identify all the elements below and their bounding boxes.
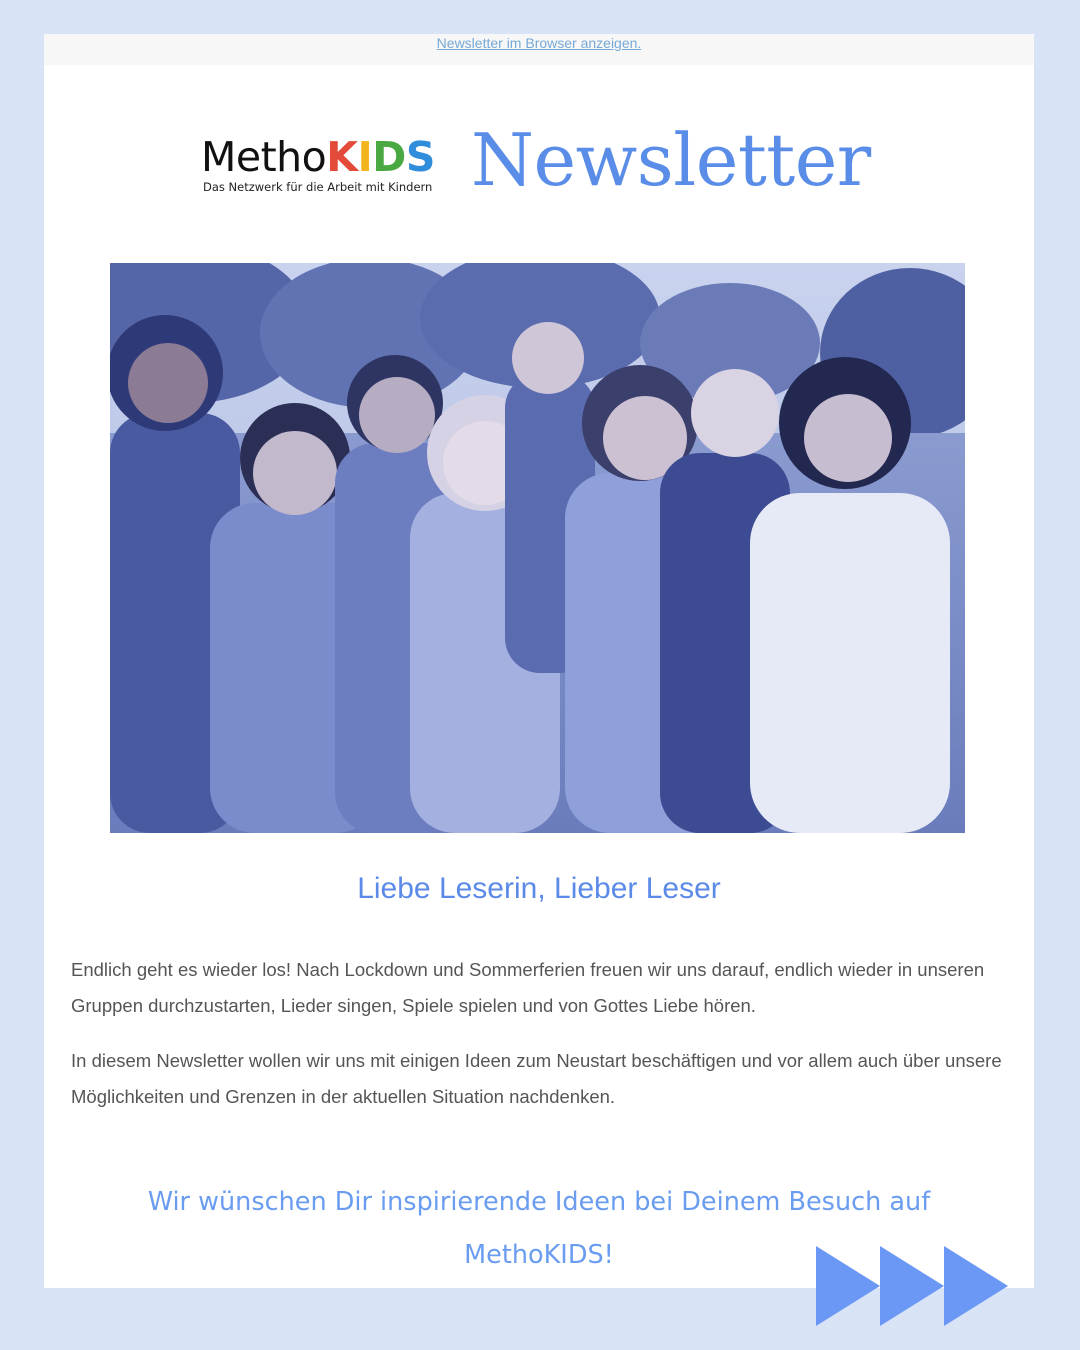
logo-kids-s: S — [405, 133, 435, 181]
logo-wordmark — [201, 132, 446, 182]
logo-kids-d: D — [372, 133, 406, 181]
logo-metho: Metho — [201, 133, 327, 181]
browser-link-bar — [44, 34, 1034, 65]
logo-kids — [326, 133, 435, 181]
newsletter-header — [44, 118, 1034, 226]
view-in-browser-link[interactable]: Newsletter im Browser anzeigen. — [436, 35, 642, 51]
newsletter-card — [44, 34, 1034, 1288]
newsletter-title: Newsletter — [471, 118, 871, 202]
triple-play-arrow-icon[interactable] — [816, 1246, 1016, 1326]
logo-kids-i: I — [357, 133, 373, 181]
greeting-heading: Liebe Leserin, Lieber Leser — [357, 872, 721, 905]
logo-kids-k: K — [326, 133, 358, 181]
intro-text — [71, 952, 1011, 1134]
logo-tagline: Das Netzwerk für die Arbeit mit Kindern — [203, 180, 433, 194]
methokids-logo — [201, 132, 446, 212]
intro-paragraph-2: In diesem Newsletter wollen wir uns mit einigen Ideen zum Neustart beschäftigen und vor allem auch über unsere Möglichkeiten und Grenzen in der aktuellen Situation nachdenken. — [71, 1050, 1002, 1107]
intro-paragraph-1: Endlich geht es wieder los! Nach Lockdown und Sommerferien freuen wir uns darauf, endlich wieder in unseren Gruppen durchzustarten, Lieder singen, Spiele spielen und von Gottes Liebe hören. — [71, 959, 985, 1016]
children-group-photo — [110, 263, 965, 833]
closing-message: Wir wünschen Dir inspirierende Ideen bei Deinem Besuch auf MethoKIDS! — [147, 1187, 931, 1270]
